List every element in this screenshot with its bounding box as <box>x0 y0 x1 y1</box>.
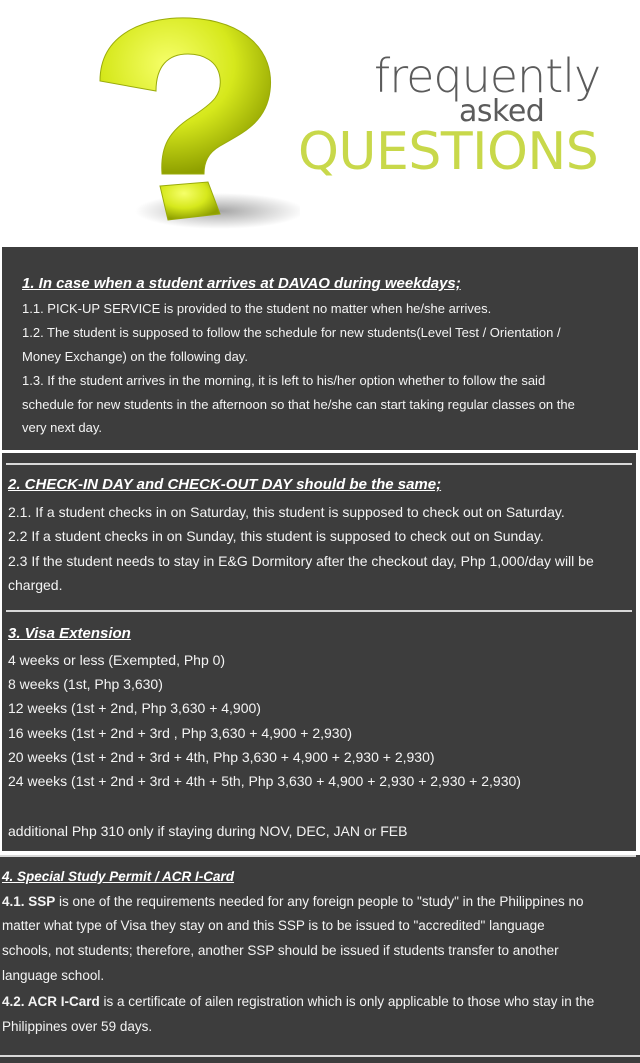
text-line: 1.3. If the student arrives in the morning, it is left to his/her option whether to follow the said <box>22 373 546 388</box>
text-line: 20 weeks (1st + 2nd + 3rd + 4th, Php 3,630 + 4,900 + 2,930 + 2,930) <box>8 749 435 765</box>
text-line: Philippines over 59 days. <box>2 1019 153 1034</box>
banner-title-questions: QUESTIONS <box>298 122 599 182</box>
faq-section-permits <box>0 855 640 1063</box>
acr-label: 4.2. ACR I-Card <box>2 994 100 1009</box>
text-line: schedule for new students in the afternoon so that he/she can start taking regular classes on the <box>22 397 575 412</box>
text-line: 1.1. PICK-UP SERVICE is provided to the student no matter when he/she arrives. <box>22 301 492 316</box>
text-line: Money Exchange) on the following day. <box>22 349 248 364</box>
divider <box>6 463 632 465</box>
text-line: language school. <box>2 968 105 983</box>
text-line: matter what type of Visa they stay on and this SSP is to be issued to "accredited" language <box>2 918 545 933</box>
divider <box>0 1055 640 1057</box>
text-line: 24 weeks (1st + 2nd + 3rd + 4th + 5th, Php 3,630 + 4,900 + 2,930 + 2,930 + 2,930) <box>8 773 521 789</box>
section-heading: 2. CHECK-IN DAY and CHECK-OUT DAY should be the same; <box>8 476 442 493</box>
text-line: 16 weeks (1st + 2nd + 3rd , Php 3,630 + 4,900 + 2,930) <box>8 725 353 741</box>
text-line: 12 weeks (1st + 2nd, Php 3,630 + 4,900) <box>8 700 261 716</box>
section-heading: 4. Special Study Permit / ACR I-Card <box>2 869 235 884</box>
divider <box>6 610 632 612</box>
text-line: 1.2. The student is supposed to follow the schedule for new students(Level Test / Orientation / <box>22 325 561 340</box>
divider <box>0 855 636 857</box>
text-line: 2.2 If a student checks in on Sunday, this student is supposed to check out on Sunday. <box>8 528 544 544</box>
text-line: charged. <box>8 577 63 593</box>
text-line: schools, not students; therefore, another SSP should be issued if students transfer to another <box>2 943 559 958</box>
text-line: 2.3 If the student needs to stay in E&G Dormitory after the checkout day, Php 1,000/day will be <box>8 553 594 569</box>
text-line: 2.1. If a student checks in on Saturday, this student is supposed to check out on Saturday. <box>8 504 565 520</box>
faq-section-arrival <box>2 247 638 450</box>
section-heading: 1. In case when a student arrives at DAVAO during weekdays; <box>22 275 461 292</box>
text-line: additional Php 310 only if staying during NOV, DEC, JAN or FEB <box>8 823 408 839</box>
text-line: 4.1. SSP is one of the requirements needed for any foreign people to "study" in the Philippines no <box>2 894 584 909</box>
text-line: 4.2. ACR I-Card is a certificate of ailen registration which is only applicable to those who stay in the <box>2 994 595 1009</box>
banner-title-asked: asked <box>459 94 545 129</box>
faq-section-checkin-visa <box>2 453 636 851</box>
text-line: 4 weeks or less (Exempted, Php 0) <box>8 652 226 668</box>
section-heading: 3. Visa Extension <box>8 625 131 642</box>
ssp-label: 4.1. SSP <box>2 894 56 909</box>
text-line: 8 weeks (1st, Php 3,630) <box>8 676 163 692</box>
banner-title-frequently: frequently <box>374 49 601 103</box>
faq-banner <box>0 0 640 240</box>
text-line: very next day. <box>22 420 102 435</box>
question-mark-icon <box>70 6 300 236</box>
